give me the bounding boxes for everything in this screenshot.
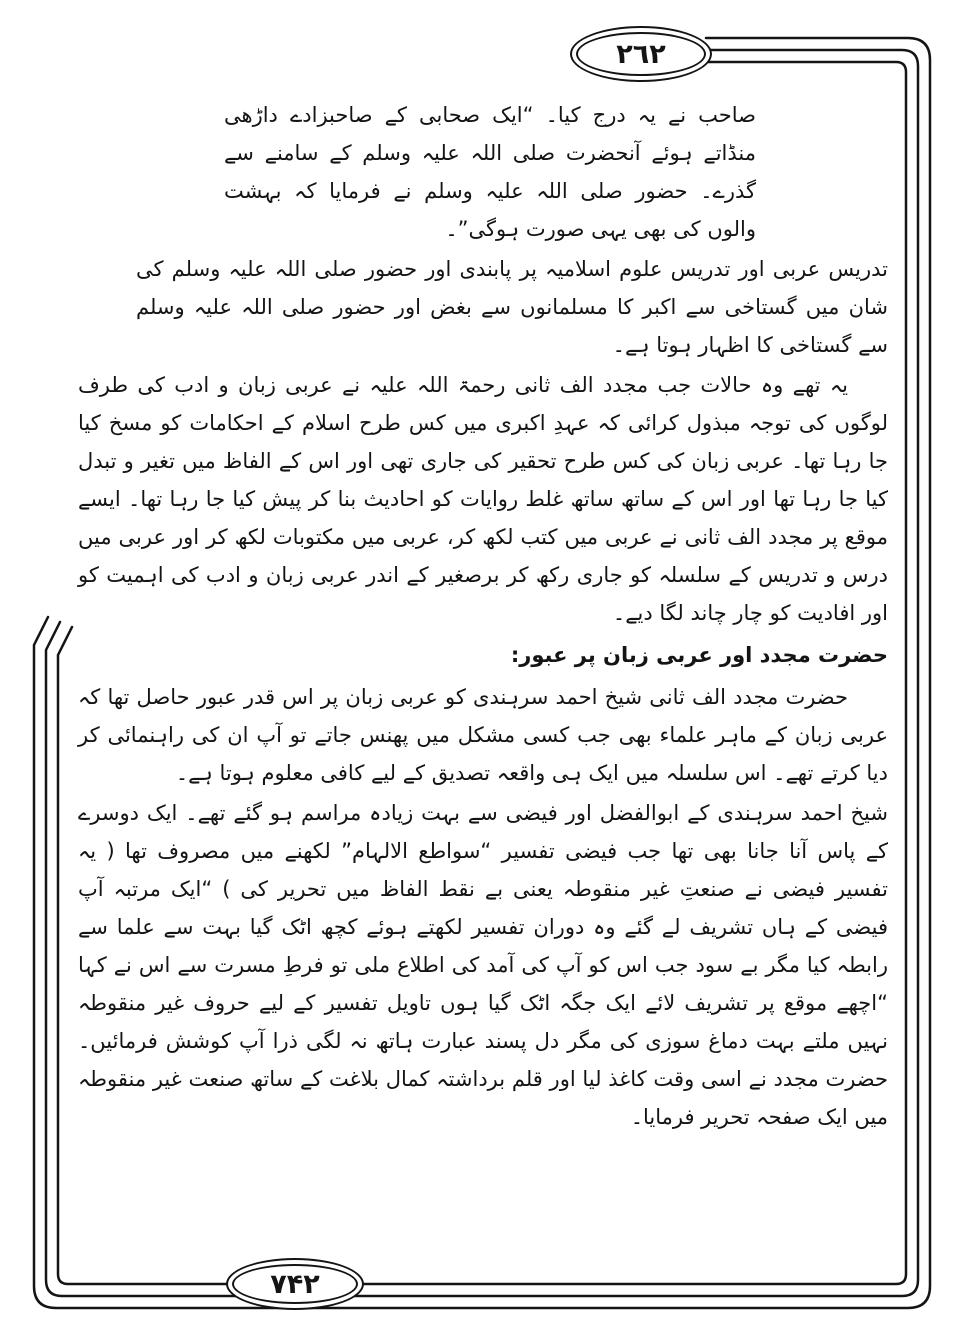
- body-paragraph: شیخ احمد سرہندی کے ابوالفضل اور فیضی سے بہت زیادہ مراسم ہو گئے تھے۔ ایک دوسرے کے پاس آنا جانا بھی تھا جب فیضی تفسیر “سواطع الالہام” لکھنے میں مصروف تھا ( یہ تفسیر فیضی نے صنعتِ غیر منقوطہ یعنی بے نقط الفاظ میں تحریر کی ) “ایک مرتبہ آپ فیضی کے ہاں تشریف لے گئے وہ دوران تفسیر لکھتے ہوئے کچھ اٹک گیا بہت سے علما سے رابطہ کیا مگر بے سود جب اس کو آپ کی آمد کی اطلاع ملی تو فرطِ مسرت سے اس نے کہا “اچھے موقع پر تشریف لائے ایک جگہ اٹک گیا ہوں تاویل تفسیر کے لیے حروف غیر منقوطہ نہیں ملتے بہت دماغ سوزی کی مگر دل پسند عبارت ہاتھ نہ لگی ذرا آپ کوشش فرمائیں۔ حضرت مجدد نے اسی وقت کاغذ لیا اور قلم برداشتہ کمال بلاغت کے ساتھ صنعت غیر منقوطہ میں ایک صفحہ تحریر فرمایا۔: [78, 801, 888, 1129]
- page-number-cartouche-bottom: [226, 1258, 364, 1310]
- body-paragraph: حضرت مجدد الف ثانی شیخ احمد سرہندی کو عربی زبان پر اس قدر عبور حاصل تھا کہ عربی زبان کے ماہر علماء بھی جب کسی مشکل میں پھنس جاتے تو آپ ان کی راہنمائی کر دیا کرتے تھے۔ اس سلسلہ میں ایک ہی واقعہ تصدیق کے لیے کافی معلوم ہوتا ہے۔: [78, 685, 888, 785]
- body-paragraph: تدریس عربی اور تدریس علوم اسلامیہ پر پابندی اور حضور صلی اللہ علیہ وسلم کی شان میں گستاخی سے اکبر کا مسلمانوں سے بغض اور حضور صلی اللہ علیہ وسلم سے گستاخی کا اظہار ہوتا ہے۔: [136, 257, 888, 357]
- quote-paragraph: صاحب نے یہ درج کیا۔ “ایک صحابی کے صاحبزادے داڑھی منڈاتے ہوئے آنحضرت صلی اللہ علیہ وسلم کے سامنے سے گذرے۔ حضور صلی اللہ علیہ وسلم نے فرمایا کہ بہشت والوں کی بھی یہی صورت ہوگی”۔: [224, 103, 756, 241]
- page-number-bottom: ٧۴٢: [232, 1264, 358, 1304]
- section-heading: حضرت مجدد اور عربی زبان پر عبور:: [510, 643, 888, 667]
- page-number-cartouche-top: [570, 26, 712, 82]
- page-number-top: ٢٦٢: [576, 32, 706, 76]
- page-text: [78, 96, 888, 1138]
- body-paragraph: یہ تھے وہ حالات جب مجدد الف ثانی رحمۃ اللہ علیہ نے عربی زبان و ادب کی طرف لوگوں کی توجہ مبذول کرائی کہ عہدِ اکبری میں کس طرح اسلام کے احکامات کو مسخ کیا جا رہا تھا۔ عربی زبان کی کس طرح تحقیر کی جاری تھی اور اس کے الفاظ میں تغیر و تبدل کیا جا رہا تھا اور اس کے ساتھ ساتھ غلط روایات کو احادیث بنا کر پیش کیا جا رہا تھا۔ ایسے موقع پر مجدد الف ثانی نے عربی میں کتب لکھ کر، عربی میں مکتوبات لکھ کر اور عربی میں درس و تدریس کے سلسلہ کو جاری رکھ کر برصغیر کے اندر عربی زبان و ادب کی اہمیت کو اور افادیت کو چار چاند لگا دیے۔: [78, 373, 888, 625]
